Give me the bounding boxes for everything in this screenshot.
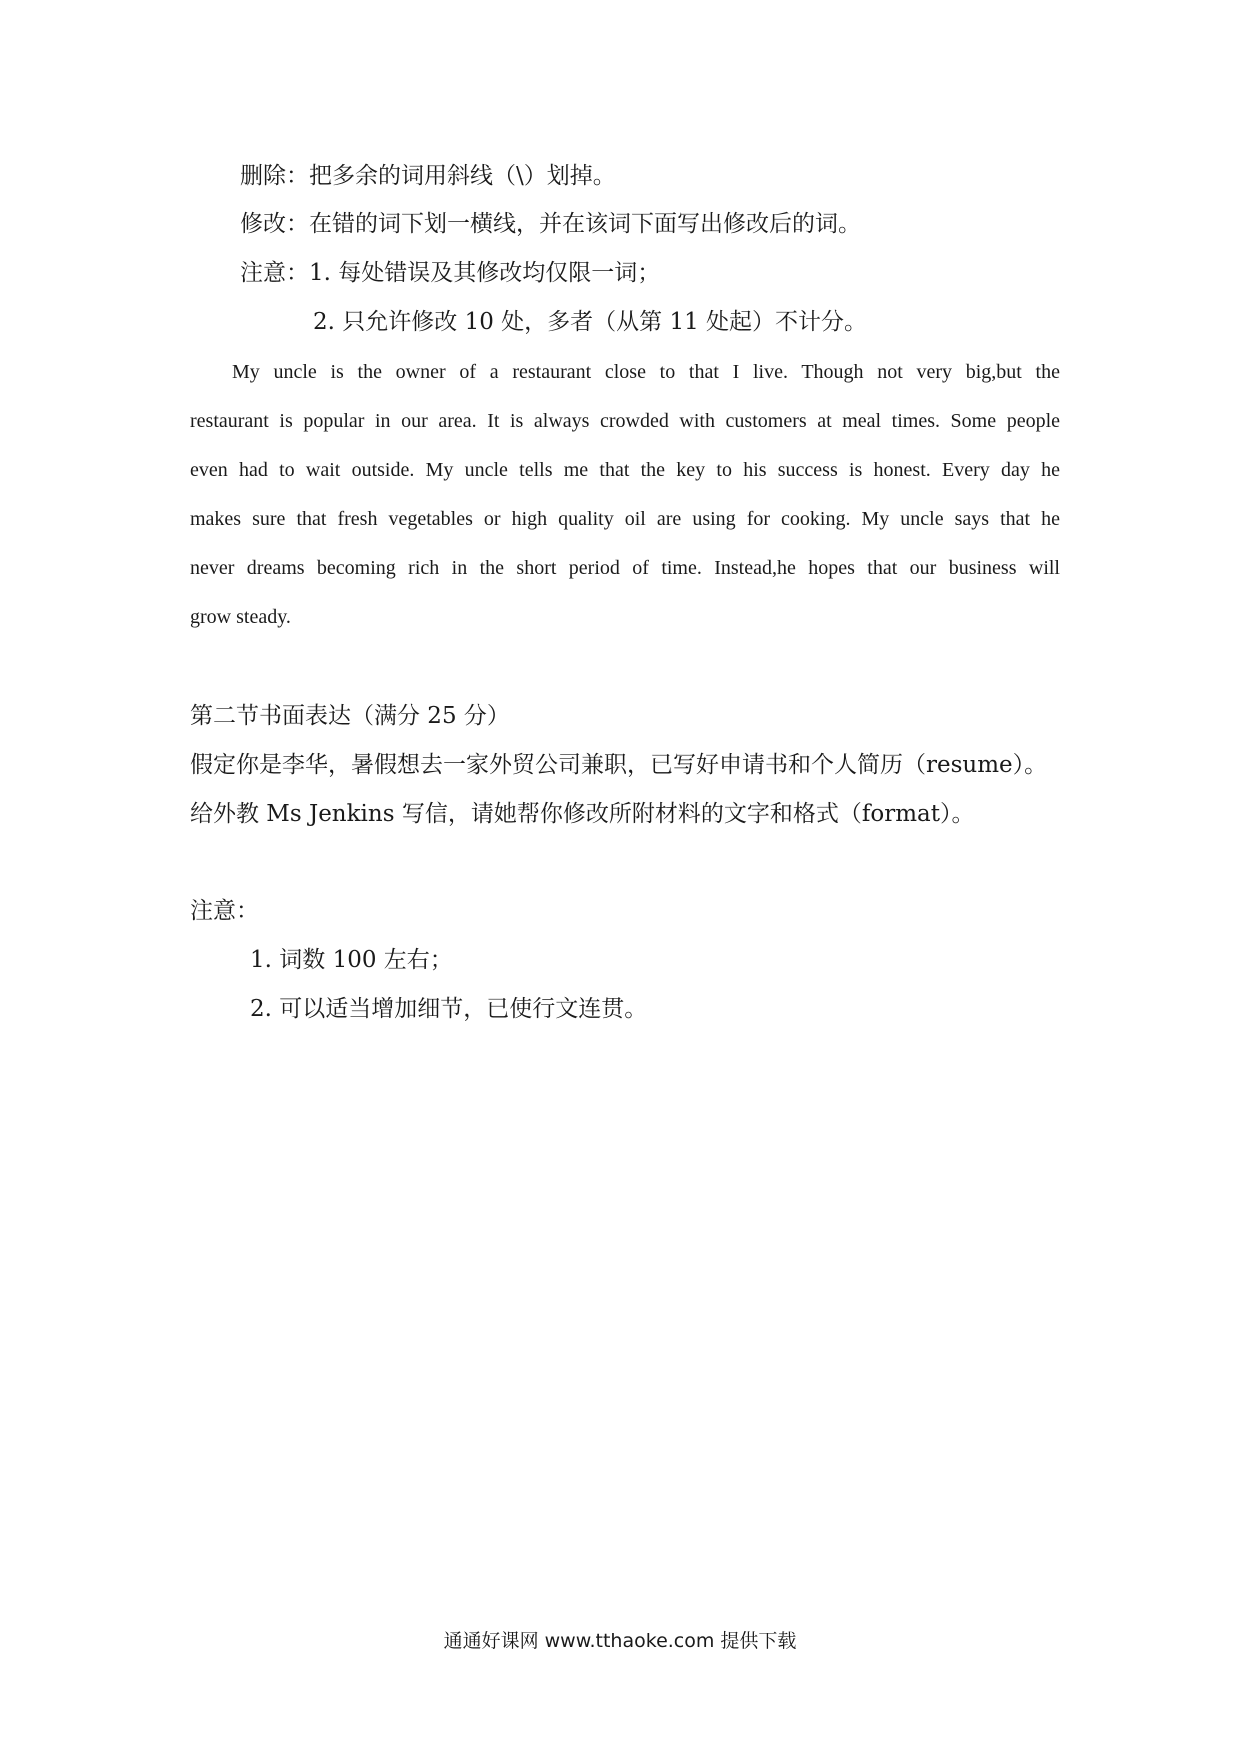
section2-prompt-line-1: 假定你是李华，暑假想去一家外贸公司兼职，已写好申请书和个人简历（resume）。	[190, 752, 1048, 778]
passage-line-2: restaurant is popular in our area. It is always crowded with customers at meal times. Some people	[190, 410, 1060, 432]
section2-note-item-2: 2. 可以适当增加细节，已使行文连贯。	[250, 996, 648, 1022]
instruction-note-2: 2. 只允许修改 10 处，多者（从第 11 处起）不计分。	[313, 309, 868, 335]
section2-note-label: 注意：	[190, 898, 259, 924]
section2-note-item-1: 1. 词数 100 左右；	[250, 947, 453, 973]
passage-line-5: never dreams becoming rich in the short period of time. Instead,he hopes that our business will	[190, 557, 1060, 579]
passage-line-6: grow steady.	[190, 606, 291, 628]
section2-heading: 第二节书面表达（满分 25 分）	[190, 703, 510, 729]
passage-line-4: makes sure that fresh vegetables or high quality oil are using for cooking. My uncle says that he	[190, 508, 1060, 530]
passage-line-1: My uncle is the owner of a restaurant close to that I live. Though not very big,but the	[232, 361, 1060, 383]
instruction-modify: 修改：在错的词下划一横线，并在该词下面写出修改后的词。	[240, 211, 861, 237]
footer-text: 通通好课网 www.tthaoke.com 提供下载	[443, 1630, 797, 1652]
instruction-delete: 删除：把多余的词用斜线（\）划掉。	[240, 163, 616, 189]
section2-prompt-line-2: 给外教 Ms Jenkins 写信，请她帮你修改所附材料的文字和格式（format）。	[190, 801, 975, 827]
instruction-note-1: 注意：1. 每处错误及其修改均仅限一词；	[240, 260, 661, 286]
passage-line-3: even had to wait outside. My uncle tells me that the key to his success is honest. Every day he	[190, 459, 1060, 481]
